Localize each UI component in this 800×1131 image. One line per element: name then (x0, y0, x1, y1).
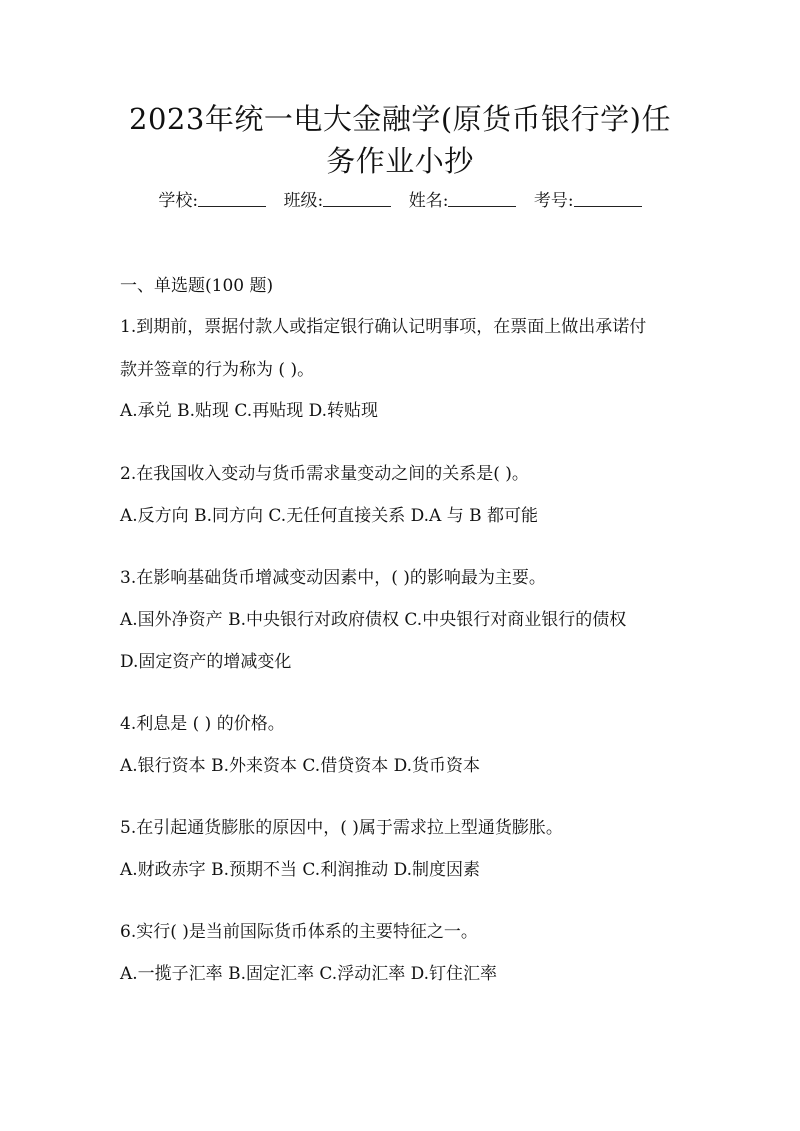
title-line-2: 务作业小抄 (326, 144, 474, 178)
class-label: 班级: (283, 191, 324, 211)
question-4-options: A.银行资本 B.外来资本 C.借贷资本 D.货币资本 (120, 756, 481, 776)
school-blank (198, 190, 266, 207)
question-1-stem-line-1: 1.到期前，票据付款人或指定银行确认记明事项，在票面上做出承诺付 (120, 317, 647, 337)
exam-number-field (534, 191, 642, 211)
class-blank (323, 190, 391, 207)
question-3-options-line-2: D.固定资产的增减变化 (120, 652, 292, 672)
question-3-options-line-1: A.国外净资产 B.中央银行对政府债权 C.中央银行对商业银行的债权 (120, 610, 627, 630)
school-field (158, 191, 271, 211)
student-info-row (0, 188, 800, 214)
name-blank (448, 190, 516, 207)
question-2-stem: 2.在我国收入变动与货币需求量变动之间的关系是( )。 (120, 464, 529, 484)
document-title (110, 98, 690, 182)
class-field (284, 191, 397, 211)
question-2-options: A.反方向 B.同方向 C.无任何直接关系 D.A 与 B 都可能 (120, 506, 539, 526)
question-1-stem-line-2: 款并签章的行为称为 ( )。 (120, 360, 315, 380)
exam-number-blank (574, 190, 642, 207)
question-6-options: A.一揽子汇率 B.固定汇率 C.浮动汇率 D.钉住汇率 (120, 964, 498, 984)
question-5-options: A.财政赤字 B.预期不当 C.利润推动 D.制度因素 (120, 860, 481, 880)
title-line-1: 2023年统一电大金融学(原货币银行学)任 (129, 102, 671, 136)
question-3-stem: 3.在影响基础货币增减变动因素中，( )的影响最为主要。 (120, 568, 546, 588)
question-6-stem: 6.实行( )是当前国际货币体系的主要特征之一。 (120, 922, 478, 942)
school-label: 学校: (158, 191, 199, 211)
name-label: 姓名: (408, 191, 449, 211)
question-5-stem: 5.在引起通货膨胀的原因中，( )属于需求拉上型通货膨胀。 (120, 818, 563, 838)
question-4-stem: 4.利息是 ( ) 的价格。 (120, 714, 285, 734)
section-heading: 一、单选题(100 题) (120, 276, 274, 296)
question-1-options: A.承兑 B.贴现 C.再贴现 D.转贴现 (120, 401, 379, 421)
exam-number-label: 考号: (533, 191, 574, 211)
name-field (409, 191, 522, 211)
